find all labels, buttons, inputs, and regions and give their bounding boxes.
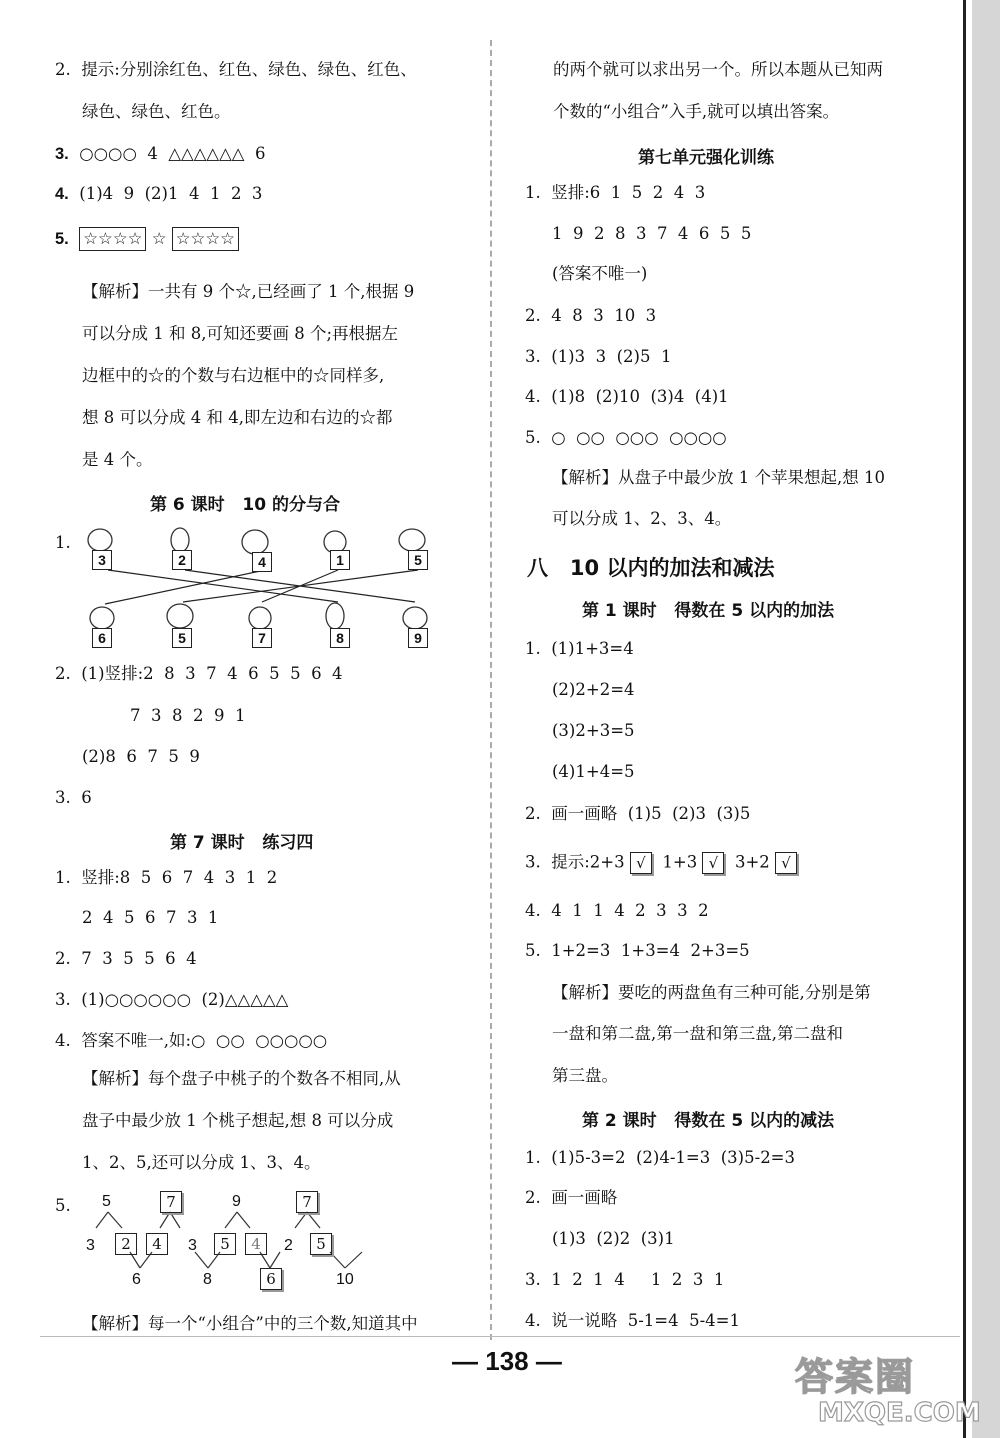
page-edge [972,0,1000,1438]
elephant-icon [167,604,193,628]
tree1-left: 3 [86,1237,95,1254]
u7-q1-line2: 1 9 2 8 3 7 4 6 5 5 [552,224,752,243]
watermark-url: MXQE.COM [818,1398,981,1428]
a-q1-line4: (4)1+4=5 [552,762,635,781]
s-q3: 3. 1 2 1 4 1 2 3 1 [525,1270,725,1289]
tree2-bottom: 8 [203,1271,212,1288]
q4-number: 4. [55,185,69,203]
tree4-top-box: 7 [296,1191,318,1213]
tree1-top: 5 [102,1193,111,1210]
l7-explanation-1: 【解析】每个盘子中桃子的个数各不相同,从 [82,1069,401,1088]
page-edge-line [963,0,966,1438]
bottom-tag-1: 6 [92,628,112,648]
q5-middle-star: ☆ [151,229,167,248]
tree4-right-box: 5 [310,1233,332,1255]
squirrel-icon [399,529,425,551]
q5-explanation-2: 可以分成 1 和 8,可知还要画 8 个;再根据左 [82,324,399,343]
a-q5: 5. 1+2=3 1+3=4 2+3=5 [525,941,750,960]
l6-q1-number: 1. [55,533,71,552]
tree3-left-box: 5 [214,1233,236,1255]
l7-q1-line2: 2 4 5 6 7 3 1 [82,908,219,927]
parrot-icon [403,607,427,629]
cont-line1: 的两个就可以求出另一个。所以本题从已知两 [553,60,883,79]
unit7-title: 第七单元强化训练 [638,148,774,168]
q3-number: 3. [55,145,69,163]
matching-lines [105,570,418,604]
q5-explanation-1: 【解析】一共有 9 个☆,已经画了 1 个,根据 9 [82,282,415,301]
lesson6-title: 第 6 课时 10 的分与合 [150,495,340,515]
tree2-right: 3 [188,1237,197,1254]
bird-icon [171,528,189,552]
lesson7-title: 第 7 课时 练习四 [170,833,314,853]
l7-q5-number: 5. [55,1196,71,1215]
top-tag-3: 4 [252,552,272,572]
fox-icon [90,607,114,629]
l7-explanation-3: 1、2、5,还可以分成 1、3、4。 [82,1153,321,1172]
q4 [55,186,262,203]
cont-line2: 个数的“小组合”入手,就可以填出答案。 [553,102,840,121]
q5-left-box: ☆☆☆☆ [79,227,146,251]
q5-explanation-3: 边框中的☆的个数与右边框中的☆同样多, [82,366,385,385]
a-q3-pre: 3. 提示:2+3 [525,852,625,872]
tree1-right-box: 2 [115,1233,137,1255]
s-q2-line2: (1)3 (2)2 (3)1 [552,1229,675,1248]
watermark-logo: 答案圈 [795,1355,916,1399]
a-q3-mid1: 1+3 [662,852,698,872]
page-number: — 138 — [452,1346,562,1376]
q2-line1: 2. 提示:分别涂红色、红色、绿色、绿色、红色、 [55,60,417,79]
chapter-title: 八 10 以内的加法和减法 [527,556,775,580]
tree1-bottom: 6 [132,1271,141,1288]
tree2-left-box: 4 [146,1233,168,1255]
u7-q4: 4. (1)8 (2)10 (3)4 (4)1 [525,387,729,406]
u7-explanation-1: 【解析】从盘子中最少放 1 个苹果想起,想 10 [552,468,885,487]
s-q2-line1: 2. 画一画略 [525,1188,618,1207]
footer-rule [40,1336,960,1337]
squirrel2-icon [249,607,271,629]
q3-answer: ○○○○ 4 △△△△△△ 6 [79,144,266,163]
a-q1-line3: (3)2+3=5 [552,721,635,740]
tree2-top-box: 7 [160,1191,182,1213]
a-q1-line1: 1. (1)1+3=4 [525,639,634,658]
q2-line2: 绿色、绿色、红色。 [82,102,231,121]
u7-explanation-2: 可以分成 1、2、3、4。 [552,509,732,528]
tree4-left: 2 [284,1237,293,1254]
u7-q2: 2. 4 8 3 10 3 [525,306,657,325]
a-explanation-1: 【解析】要吃的两盘鱼有三种可能,分别是第 [552,983,871,1002]
bottom-tag-4: 8 [330,628,350,648]
l6-q3: 3. 6 [55,788,92,807]
lesson1-title: 第 1 课时 得数在 5 以内的加法 [582,601,835,621]
a-q2: 2. 画一画略 (1)5 (2)3 (3)5 [525,804,751,823]
l6-q2-line3: (2)8 6 7 5 9 [82,747,200,766]
q3 [55,146,265,163]
top-tag-5: 5 [408,550,428,570]
u7-q1-line1: 1. 竖排:6 1 5 2 4 3 [525,183,706,202]
a-q3 [525,852,797,874]
cat-icon [88,529,112,551]
goose-icon [326,603,344,629]
tree3-top: 9 [232,1193,241,1210]
a-explanation-2: 一盘和第二盘,第一盘和第三盘,第二盘和 [552,1024,843,1043]
column-divider [490,40,492,1340]
l7-q1-line1: 1. 竖排:8 5 6 7 4 3 1 2 [55,868,278,887]
a-q4: 4. 4 1 1 4 2 3 3 2 [525,901,709,920]
l6-q2-line1: 2. (1)竖排:2 8 3 7 4 6 5 5 6 4 [55,664,343,683]
top-tag-4: 1 [330,550,350,570]
top-tag-2: 2 [172,550,192,570]
bottom-tag-5: 9 [408,628,428,648]
l7-explanation-2: 盘子中最少放 1 个桃子想起,想 8 可以分成 [82,1111,394,1130]
tree3-right-box: 4 [245,1233,267,1255]
a-q1-line2: (2)2+2=4 [552,680,635,699]
check-box-2: √ [702,852,724,874]
l7-q4: 4. 答案不唯一,如:○ ○○ ○○○○○ [55,1031,328,1050]
check-box-1: √ [630,852,652,874]
a-explanation-3: 第三盘。 [552,1066,618,1085]
u7-q5: 5. ○ ○○ ○○○ ○○○○ [525,428,727,447]
l7-q2: 2. 7 3 5 5 6 4 [55,949,197,968]
a-q3-mid2: 3+2 [734,852,770,872]
q5-explanation-4: 想 8 可以分成 4 和 4,即左边和右边的☆都 [82,408,393,427]
l7-explanation-4: 【解析】每一个“小组合”中的三个数,知道其中 [82,1314,418,1333]
s-q1: 1. (1)5-3=2 (2)4-1=3 (3)5-2=3 [525,1148,796,1167]
q5-right-box: ☆☆☆☆ [172,227,239,251]
l6-q2-line2: 7 3 8 2 9 1 [130,706,246,725]
monkey-icon [242,530,268,554]
q5-number: 5. [55,230,69,248]
q5 [55,227,239,251]
check-box-3: √ [775,852,797,874]
tree4-bottom: 10 [336,1271,354,1288]
bottom-tag-3: 7 [252,628,272,648]
s-q4: 4. 说一说略 5-1=4 5-4=1 [525,1311,740,1330]
bottom-tag-2: 5 [172,628,192,648]
q4-answer: (1)4 9 (2)1 4 1 2 3 [79,184,263,203]
lesson2-title: 第 2 课时 得数在 5 以内的减法 [582,1111,835,1131]
l7-q3: 3. (1)○○○○○○ (2)△△△△△ [55,990,289,1009]
page-number-value: 138 [485,1346,529,1376]
u7-q3: 3. (1)3 3 (2)5 1 [525,347,672,366]
u7-q1-line3: (答案不唯一) [552,264,648,283]
tree3-bottom-box: 6 [260,1268,282,1290]
top-tag-1: 3 [92,550,112,570]
q5-explanation-5: 是 4 个。 [82,450,153,469]
